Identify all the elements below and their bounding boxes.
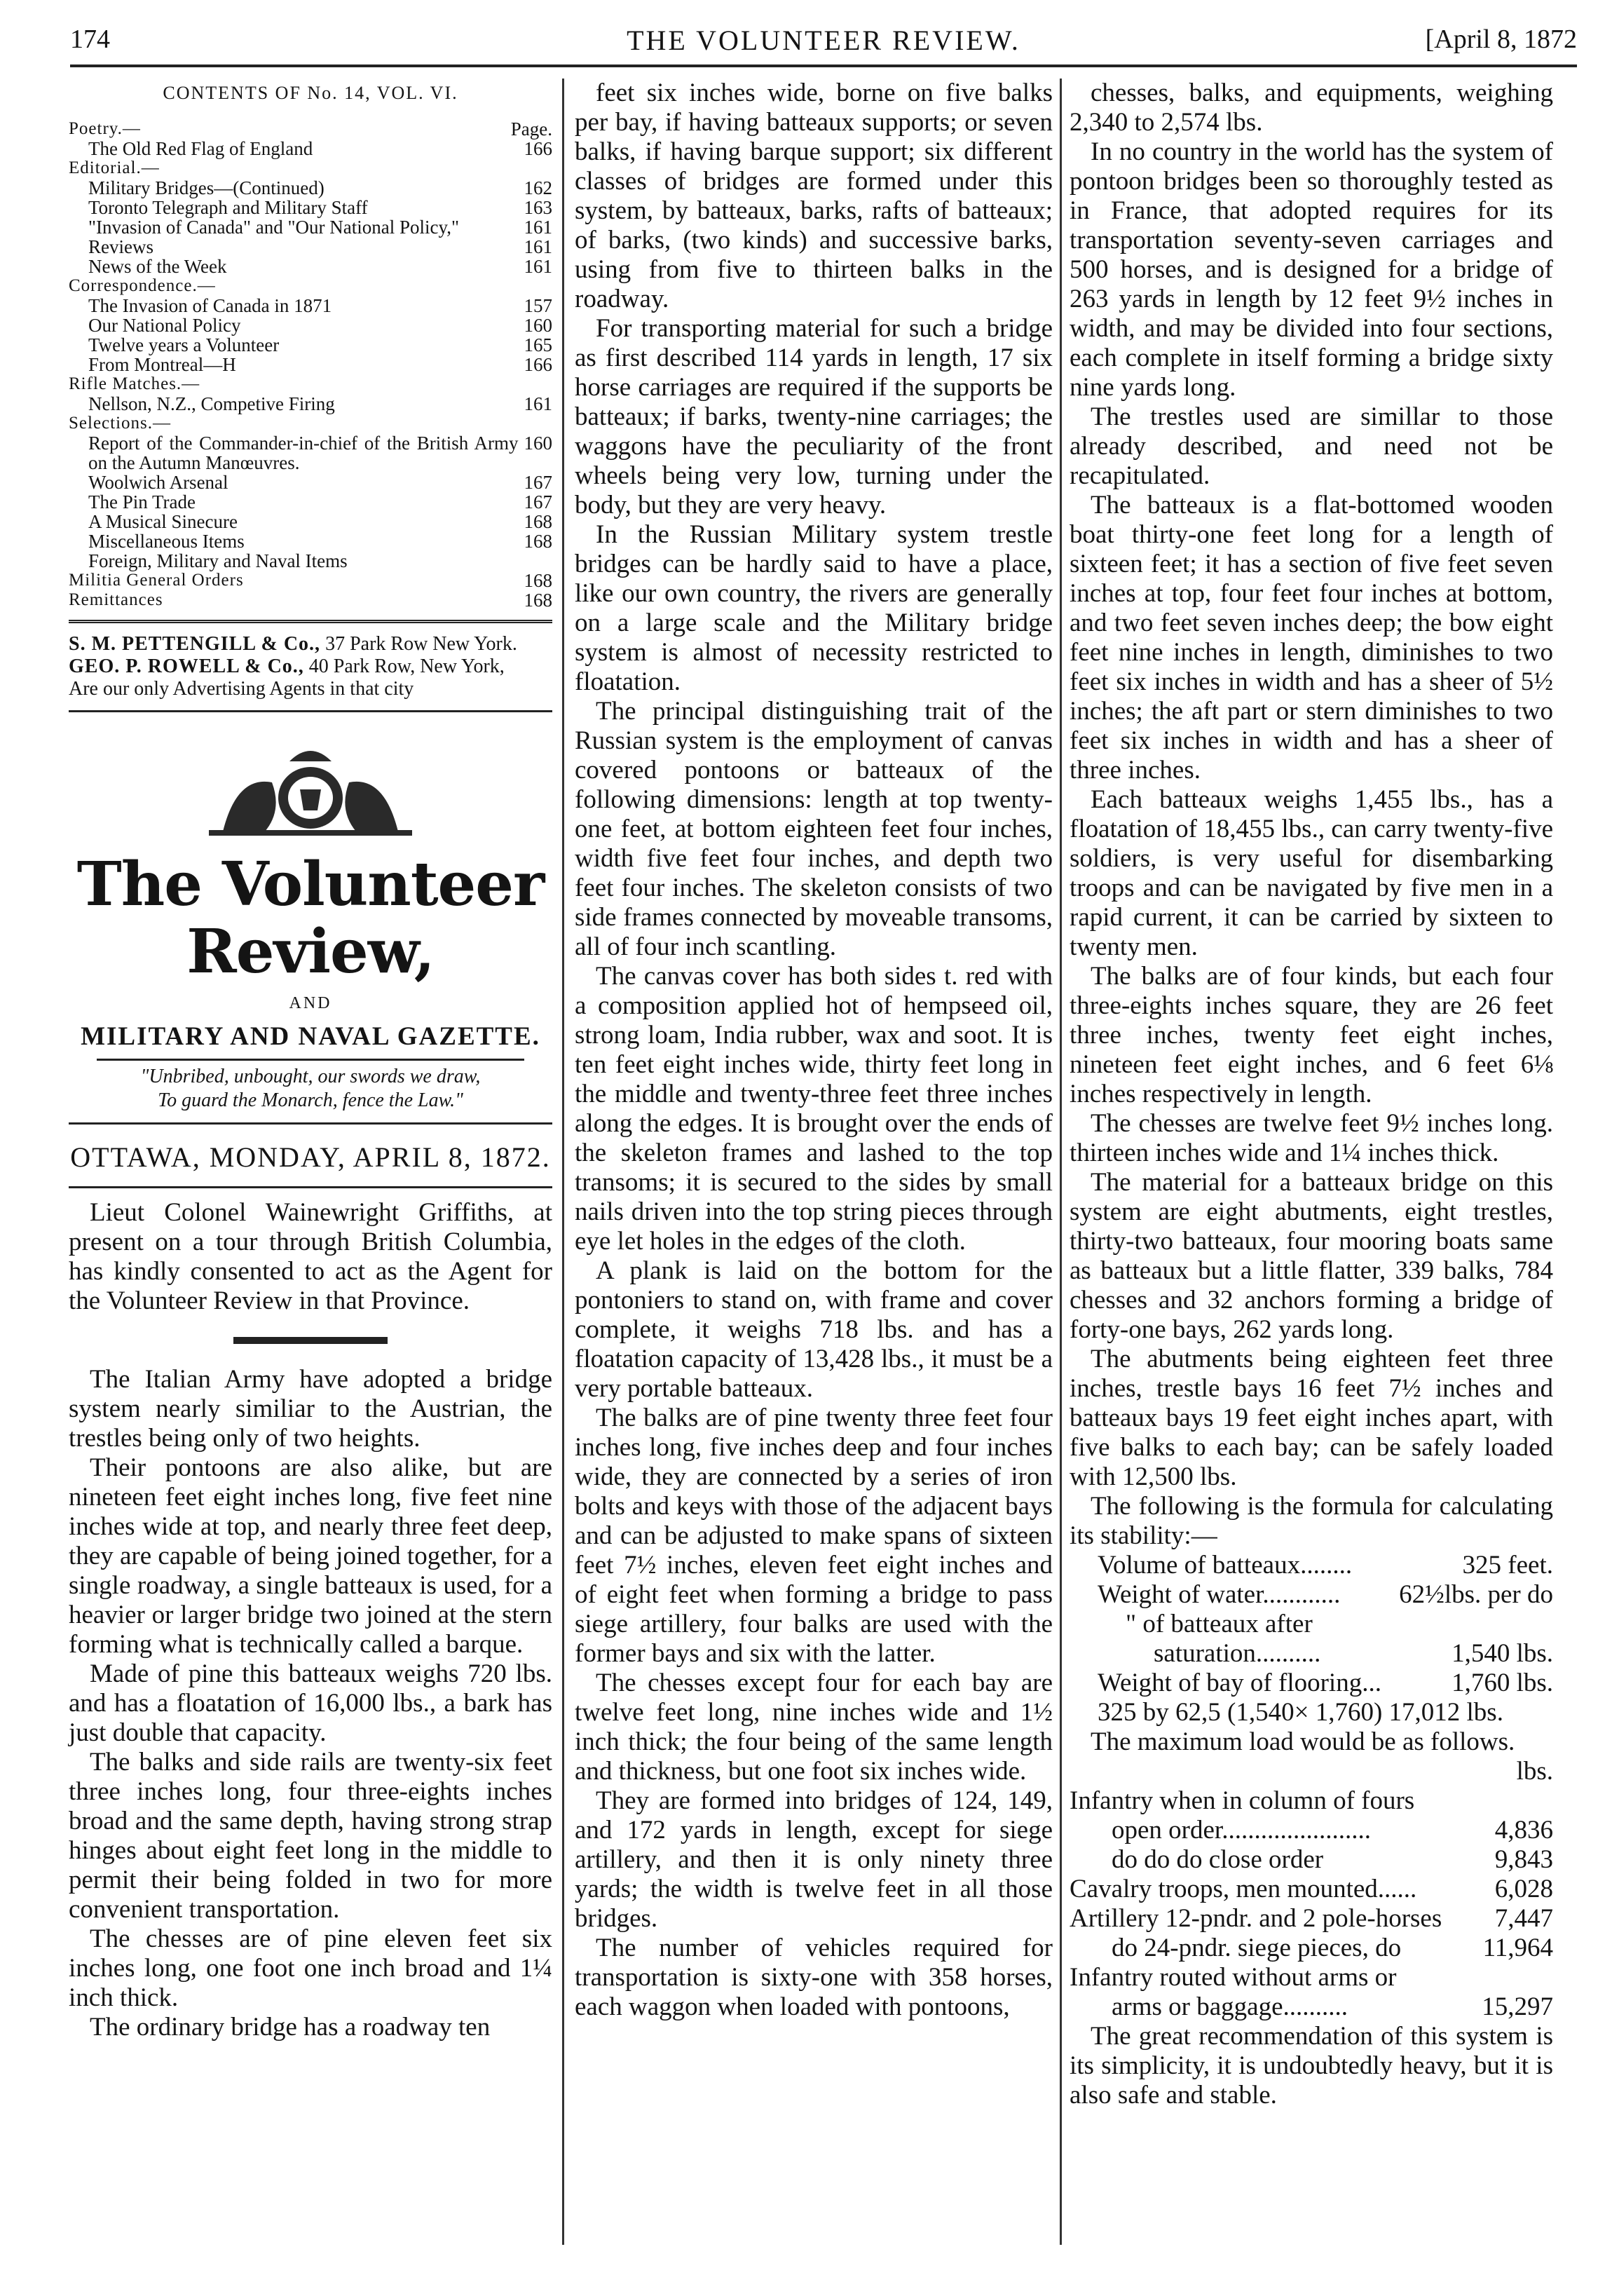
max-load-label: do do do close order [1112, 1845, 1324, 1874]
motto-line-2: To guard the Monarch, fence the Law." [158, 1089, 463, 1111]
toc-section-name: Rifle Matches.— [69, 374, 200, 393]
toc-section [69, 571, 552, 590]
divider [69, 1186, 552, 1188]
formula-label: Weight of bay of flooring... [1098, 1669, 1381, 1697]
toc-page-label: Page. [510, 118, 552, 140]
formula-row [1070, 1669, 1553, 1698]
contents-title: CONTENTS OF No. 14, VOL. VI. [163, 83, 458, 103]
max-load-label: Infantry when in column of fours [1070, 1786, 1415, 1815]
max-load-value: 9,843 [1494, 1845, 1553, 1874]
paragraph: The chesses except four for each bay are twelve feet long, nine inches wide and 1½ inch thick; the four being of the same length and thickness, but one foot six inches wide. [575, 1669, 1053, 1786]
toc-item [69, 492, 552, 512]
toc-item-title: From Montreal—H [88, 354, 236, 375]
formula-row [1070, 1580, 1553, 1610]
paragraph: The number of vehicles required for transportation is sixty-one with 358 horses, each waggon when loaded with pontoons, [575, 1934, 1053, 2021]
column-divider [562, 79, 564, 2245]
agent-name: GEO. P. ROWELL & Co., [69, 655, 304, 677]
newspaper-title: THE VOLUNTEER REVIEW. [627, 25, 1020, 56]
paragraph: They are formed into bridges of 124, 149, and 172 yards in length, except for siege artillery, and then it is only ninety three yards; the width is twelve feet in all those bridges. [575, 1786, 1053, 1933]
toc-item [69, 178, 552, 198]
max-load-label: do 24-pndr. siege pieces, do [1112, 1934, 1402, 1962]
paragraph: The abutments being eighteen feet three inches, trestle bays 16 feet 7½ inches and batteaux bays 19 feet eight inches apart, with five balks to each bay; can be safely loaded with 12,500 lbs. [1070, 1345, 1553, 1491]
agent-address: 37 Park Row New York. [325, 633, 517, 655]
formula-value: 325 feet. [1462, 1551, 1553, 1580]
stability-formula [1070, 1551, 1553, 1727]
paragraph: feet six inches wide, borne on five balks per bay, if having batteaux supports; or seven balks, if having barque support; six different classes of bridges are formed under this system, by batteaux, barks, rafts of batteaux; of barks, (two kinds) and successive barks, using from five to thirteen balks in the roadway. [575, 79, 1053, 313]
toc-item-title: Toronto Telegraph and Military Staff [88, 197, 368, 218]
toc-page: 168 [524, 511, 552, 532]
paragraph: In the Russian Military system trestle bridges can be hardly said to have a place, like our own country, the rivers are generally on a large scale and the Military bridge system is almost of necessity restricted to floatation. [575, 520, 1053, 696]
paragraph: The trestles used are simillar to those already described, and need not be recapitulated. [1070, 402, 1553, 490]
max-load-unit: lbs. [1516, 1757, 1553, 1786]
toc-item [69, 198, 552, 217]
toc-page: 167 [524, 472, 552, 493]
column-1 [69, 79, 552, 2042]
paragraph: The following is the formula for calculating its stability:— [1070, 1492, 1553, 1550]
max-load-label: Infantry routed without arms or [1070, 1963, 1397, 1992]
toc-section [69, 158, 552, 178]
article-column-3 [1070, 79, 1553, 1551]
paragraph: The chesses are twelve feet 9½ inches long. thirteen inches wide and 1¼ inches thick. [1070, 1109, 1553, 1167]
paragraph: Their pontoons are also alike, but are nineteen feet eight inches long, five feet nine inches wide at top, and nearly three feet deep, they are capable of being joined together, for a single roadway, a single batteaux is used, for a heavier or larger bridge two joined at the stern forming what is technically called a barque. [69, 1453, 552, 1659]
max-load-row [1070, 1845, 1553, 1875]
divider [233, 1337, 388, 1344]
toc-item-title: A Musical Sinecure [88, 511, 238, 532]
paragraph: The Italian Army have adopted a bridge system nearly similiar to the Austrian, the trestles being only of two heights. [69, 1365, 552, 1453]
toc-page: 161 [524, 236, 552, 257]
agent-address: 40 Park Row, New York, [308, 655, 505, 677]
page-number: 174 [70, 25, 110, 54]
toc-page: 166 [524, 138, 552, 159]
paragraph: A plank is laid on the bottom for the pontoniers to stand on, with frame and cover complete, it weighs 718 lbs. and has a floatation capacity of 13,428 lbs., it must be a very portable batteaux. [575, 1256, 1053, 1403]
max-load-label: Artillery 12-pndr. and 2 pole-horses [1070, 1904, 1442, 1933]
max-load-row [1070, 1963, 1553, 1992]
toc-section [69, 276, 552, 296]
toc-item [69, 257, 552, 276]
masthead-and: AND [289, 994, 332, 1012]
formula-label: 325 by 62,5 (1,540× 1,760) 17,012 lbs. [1098, 1698, 1503, 1727]
paragraph: For transporting material for such a bridge as first described 114 yards in length, 17 six horse carriages are required if the supports be batteaux; if barks, twenty-nine carriages; the waggons have the peculiarity of the front wheels being very low, turning under the body, but they are very heavy. [575, 314, 1053, 519]
toc-item [69, 296, 552, 315]
toc-item [69, 237, 552, 257]
max-load-label: arms or baggage.......... [1112, 1992, 1348, 2021]
toc-section-name: Correspondence.— [69, 276, 216, 295]
toc-item-title: Nellson, N.Z., Competive Firing [88, 393, 335, 414]
paragraph: In no country in the world has the system of pontoon bridges been so thoroughly tested as in France, that adopted requires for its transportation seventy-seven carriages and 500 horses, and is designed for a bridge of 263 yards in length by 12 feet 9½ inches in width, and may be divided into four sections, each complete in itself forming a bridge sixty nine yards long. [1070, 137, 1553, 402]
paragraph: The balks are of pine twenty three feet four inches long, five inches deep and four inches wide, they are connected by a series of iron bolts and keys with those of the adjacent bays and can be adjusted to make spans of sixteen feet 7½ inches, eleven feet eight inches and of eight feet when forming a bridge to pass siege artillery, four balks are used with the former bays and six with the latter. [575, 1404, 1053, 1668]
max-load-value: 4,836 [1494, 1816, 1553, 1845]
column-3 [1070, 79, 1553, 2110]
toc-item [69, 433, 552, 473]
paragraph: The batteaux is a flat-bottomed wooden boat thirty-one feet long for a length of sixteen feet; it has a section of five feet seven inches at top, four feet four inches at bottom, and two feet seven inches deep; the bow eight feet nine inches in length, diminishes to two feet six inches in width and has a sheer of 5½ inches; the aft part or stern diminishes to two feet six inches in width and has a sheer of three inches. [1070, 491, 1553, 784]
toc-page: 166 [524, 354, 552, 375]
toc-page: 160 [524, 433, 552, 454]
royal-arms-emblem-icon [195, 733, 426, 838]
toc-section [69, 119, 552, 139]
paragraph: Each batteaux weighs 1,455 lbs., has a floatation of 18,455 lbs., can carry twenty-five soldiers, is very useful for disembarking troops and can be navigated by five men in a rapid current, it can be carried by sixteen to twenty men. [1070, 785, 1553, 961]
toc-page: 168 [524, 590, 552, 611]
max-load-row [1070, 1992, 1553, 2022]
max-load-value: 6,028 [1494, 1875, 1553, 1903]
formula-label: " of batteaux after [1126, 1610, 1313, 1638]
toc-page: 165 [524, 334, 552, 355]
toc-item [69, 315, 552, 335]
toc-page: 161 [524, 256, 552, 277]
toc-item [69, 139, 552, 158]
formula-row [1070, 1639, 1553, 1669]
toc-item [69, 217, 552, 237]
toc-page: 161 [524, 393, 552, 414]
toc-item-title: The Pin Trade [88, 491, 196, 512]
formula-value: 62½lbs. per do [1399, 1580, 1553, 1609]
agent-notice: Lieut Colonel Wainewright Griffiths, at present on a tour through British Columbia, has kindly consented to act as the Agent for the Volunteer Review in that Province. [69, 1198, 552, 1315]
formula-value: 1,760 lbs. [1452, 1669, 1553, 1697]
max-load-value: 11,964 [1482, 1934, 1553, 1962]
formula-row [1070, 1698, 1553, 1727]
paragraph: The chesses are of pine eleven feet six inches long, one foot one inch broad and 1¼ inch thick. [69, 1924, 552, 2012]
article-column-1 [69, 1365, 552, 2042]
toc-page: 161 [524, 217, 552, 238]
paragraph: Made of pine this batteaux weighs 720 lbs. and has a floatation of 16,000 lbs., a bark has just double that capacity. [69, 1659, 552, 1747]
paragraph: The canvas cover has both sides t. red with a composition applied hot of hempseed oil, strong loam, India rubber, wax and soot. It is ten feet eight inches wide, thirty feet long in the middle and twenty-three feet three inches along the edges. It is brought over the ends of the skeleton frames and lashed to the top transoms; it is secured to the sides by small nails driven into the top string pieces through eye let holes in the edges of the cloth. [575, 962, 1053, 1256]
toc-item-title: The Invasion of Canada in 1871 [88, 295, 332, 316]
toc-item-title: The Old Red Flag of England [88, 138, 313, 159]
toc-page: 160 [524, 315, 552, 336]
paragraph: The principal distinguishing trait of the Russian system is the employment of canvas covered pontoons or batteaux of the following dimensions: length at top twenty-one feet, at bottom eighteen feet four inches, width five feet four inches, and depth two feet four inches. The skeleton consists of two side frames connected by moveable transoms, all of four inch scantling. [575, 697, 1053, 961]
toc-section [69, 374, 552, 394]
max-load-row [1070, 1816, 1553, 1845]
article-column-2 [575, 79, 1053, 2022]
closing-paragraph: The great recommendation of this system is its simplicity, it is undoubtedly heavy, but it is also safe and stable. [1070, 2022, 1553, 2110]
toc-section [69, 590, 552, 610]
toc-page: 167 [524, 491, 552, 512]
toc-item-title: "Invasion of Canada" and "Our National Policy," [88, 217, 459, 238]
toc-page: 163 [524, 197, 552, 218]
toc-section-name: Remittances [69, 590, 163, 609]
max-load-value: 7,447 [1494, 1904, 1553, 1933]
divider [69, 710, 552, 712]
max-load-intro: The maximum load would be as follows. [1091, 1727, 1515, 1756]
toc-item-title: Twelve years a Volunteer [88, 334, 280, 355]
toc-page: 162 [524, 177, 552, 198]
formula-label: Weight of water............ [1098, 1580, 1341, 1609]
paragraph: The balks and side rails are twenty-six feet three inches long, four three-eights inches broad and the same depth, having strong strap hinges about eight feet long in the middle to permit their being folded in two for more convenient transportation. [69, 1748, 552, 1924]
divider [97, 1059, 524, 1061]
toc-page: 168 [524, 531, 552, 552]
formula-label: Volume of batteaux........ [1098, 1551, 1353, 1580]
paragraph: The material for a batteaux bridge on this system are eight abutments, eight trestles, thirty-two batteaux, four mooring boats same as batteaux but a little flatter, 339 balks, 784 chesses and 32 anchors forming a bridge of forty-one bays, 262 yards long. [1070, 1168, 1553, 1344]
toc-item-title: Report of the Commander-in-chief of the British Army on the Autumn Manœuvres. [88, 433, 519, 473]
toc-item-title: News of the Week [88, 256, 227, 277]
masthead-subtitle: MILITARY AND NAVAL GAZETTE. [81, 1022, 540, 1051]
toc-item [69, 512, 552, 531]
toc-section-name: Editorial.— [69, 158, 160, 177]
agents-note: Are our only Advertising Agents in that city [69, 678, 414, 700]
max-load-row [1070, 1904, 1553, 1934]
toc-item [69, 551, 552, 571]
formula-row [1070, 1610, 1553, 1639]
column-divider [1060, 79, 1062, 2245]
max-load-label: open order....................... [1112, 1816, 1371, 1845]
divider [69, 620, 552, 623]
table-of-contents [69, 119, 552, 610]
toc-item [69, 394, 552, 414]
formula-value: 1,540 lbs. [1452, 1639, 1553, 1668]
agent-name: S. M. PETTENGILL & Co., [69, 633, 321, 655]
toc-item [69, 531, 552, 551]
dateline: OTTAWA, MONDAY, APRIL 8, 1872. [70, 1141, 551, 1173]
max-load-row [1070, 1875, 1553, 1904]
agent-entry [69, 633, 552, 655]
toc-item-title: Miscellaneous Items [88, 531, 245, 552]
max-load-row [1070, 1934, 1553, 1963]
formula-row [1070, 1551, 1553, 1580]
max-load-value: 15,297 [1482, 1992, 1553, 2021]
toc-section-name: Militia General Orders [69, 571, 244, 590]
max-load-label: Cavalry troops, men mounted...... [1070, 1875, 1417, 1903]
formula-label: saturation.......... [1154, 1639, 1321, 1668]
toc-item-title: Woolwich Arsenal [88, 472, 228, 493]
divider [69, 1122, 552, 1125]
toc-item [69, 355, 552, 374]
toc-item-title: Reviews [88, 236, 153, 257]
page-header [70, 20, 1577, 67]
toc-section [69, 414, 552, 433]
paragraph: chesses, balks, and equipments, weighing 2,340 to 2,574 lbs. [1070, 79, 1553, 137]
toc-item [69, 335, 552, 355]
motto-line-1: "Unbribed, unbought, our swords we draw, [140, 1066, 481, 1087]
toc-page: 168 [524, 570, 552, 591]
max-load-row [1070, 1786, 1553, 1816]
toc-page: 157 [524, 295, 552, 316]
toc-item-title: Our National Policy [88, 315, 241, 336]
toc-section-name: Selections.— [69, 414, 172, 433]
toc-item-title: Foreign, Military and Naval Items [88, 550, 348, 571]
paragraph: The ordinary bridge has a roadway ten [90, 2013, 491, 2042]
toc-section-name: Poetry.— [69, 119, 141, 138]
agent-entry [69, 655, 552, 678]
toc-item-title: Military Bridges—(Continued) [88, 177, 325, 198]
header-date: [April 8, 1872 [1425, 25, 1577, 54]
toc-item [69, 473, 552, 492]
masthead-title: The Volunteer Review, [76, 849, 545, 987]
max-load-table [1070, 1786, 1553, 2022]
paragraph: The balks are of four kinds, but each four three-eights inches square, they are 26 feet three inches, twenty feet eight inches, nineteen feet eight inches, and 6 feet 6⅛ inches respectively in length. [1070, 962, 1553, 1108]
advertising-agents [69, 633, 552, 678]
toc-page [547, 551, 552, 571]
